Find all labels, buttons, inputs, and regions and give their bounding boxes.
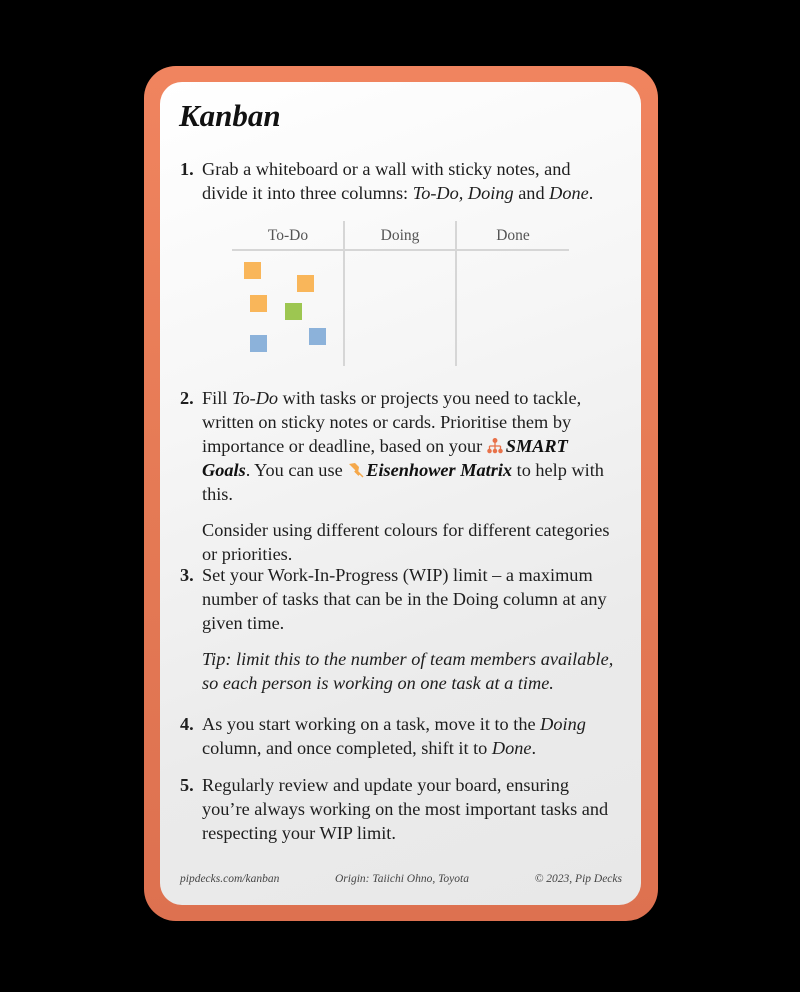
pushpin-icon (347, 460, 363, 476)
step-number: 3. (180, 565, 194, 585)
sticky-note (285, 303, 302, 320)
column-divider (343, 221, 345, 366)
step-2 (180, 386, 620, 566)
column-header-doing: Doing (380, 227, 420, 244)
step-3 (180, 563, 620, 695)
step-tip: Tip: limit this to the number of team members available, so each person is working on one task at a time. (202, 649, 614, 693)
step-text: Grab a whiteboard or a wall with sticky notes, and divide it into three columns: To-Do, Doing and Done. (202, 159, 594, 203)
eisenhower-matrix-link[interactable]: Eisenhower Matrix (366, 460, 513, 480)
step-1 (180, 157, 620, 205)
kanban-board-diagram (232, 221, 569, 366)
column-header-done: Done (496, 227, 530, 244)
step-5 (180, 773, 620, 845)
step-number: 2. (180, 388, 194, 408)
kanban-card (160, 82, 641, 905)
footer-origin: Origin: Taiichi Ohno, Toyota (335, 873, 469, 885)
step-text: As you start working on a task, move it to the Doing column, and once completed, shift it to Done. (202, 714, 586, 758)
sticky-note (250, 295, 267, 312)
sticky-note (244, 262, 261, 279)
column-divider (455, 221, 457, 366)
step-text: Regularly review and update your board, ensuring you’re always working on the most important tasks and respecting your WIP limit. (202, 775, 609, 843)
step-note: Consider using different colours for different categories or priorities. (202, 520, 610, 564)
card-title: Kanban (179, 98, 281, 133)
footer-url[interactable]: pipdecks.com/kanban (180, 873, 280, 885)
footer-copyright: © 2023, Pip Decks (534, 873, 622, 885)
step-text: Fill To-Do with tasks or projects you need to tackle, written on sticky notes or cards. Prioritise them by importance or deadline, based on your SMART Goals. You can use Eisenhower Matrix to help with this. (202, 388, 604, 504)
board-header-divider (232, 249, 569, 251)
smart-goals-link[interactable]: SMART Goals (202, 436, 568, 480)
sticky-note (297, 275, 314, 292)
step-4 (180, 712, 620, 760)
sticky-note (250, 335, 267, 352)
step-number: 1. (180, 159, 194, 179)
step-number: 4. (180, 714, 194, 734)
org-chart-icon (487, 436, 503, 452)
sticky-note (309, 328, 326, 345)
column-header-todo: To-Do (267, 227, 309, 244)
step-text: Set your Work-In-Progress (WIP) limit – a maximum number of tasks that can be in the Doing column at any given time. (202, 565, 607, 633)
step-number: 5. (180, 775, 194, 795)
